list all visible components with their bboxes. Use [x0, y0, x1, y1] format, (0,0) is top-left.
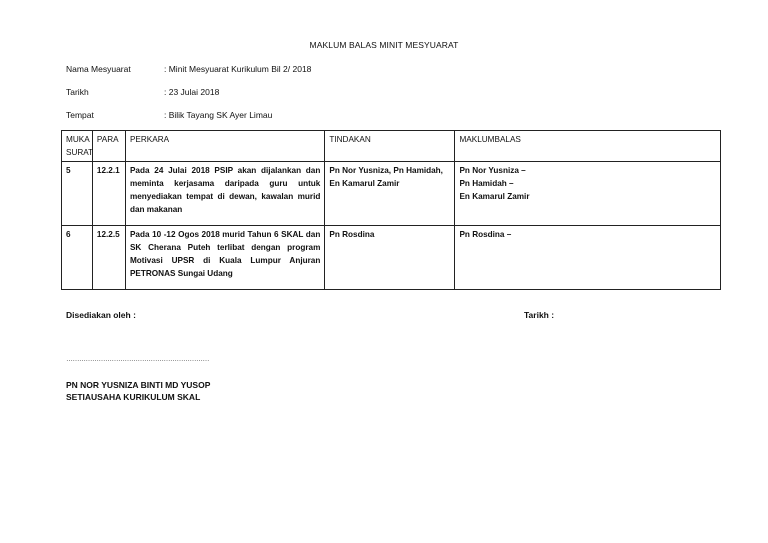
maklumbalas-line: Pn Nor Yusniza – [459, 166, 526, 175]
date-label: Tarikh : [524, 310, 555, 320]
info-value-tarikh: : 23 Julai 2018 [164, 87, 220, 97]
cell-para: 12.2.5 [92, 226, 125, 290]
table-row [62, 162, 721, 226]
cell-tindakan: Pn Rosdina [325, 226, 455, 290]
signatory-position: SETIAUSAHA KURIKULUM SKAL [66, 392, 201, 402]
cell-perkara: Pada 24 Julai 2018 PSIP akan dijalankan dan meminta kerjasama daripada guru untuk menyediakan tempat di dewan, kawalan murid dan makanan [125, 162, 324, 226]
maklumbalas-line: Pn Rosdina – [459, 230, 512, 239]
table-row [62, 226, 721, 290]
minutes-table [61, 130, 721, 290]
signature-line: ………………………………………………………… [66, 356, 209, 363]
info-value-nama-mesyuarat: : Minit Mesyuarat Kurikulum Bil 2/ 2018 [164, 64, 312, 74]
document-title: MAKLUM BALAS MINIT MESYUARAT [309, 40, 459, 50]
table-header-row [62, 131, 721, 162]
header-perkara: PERKARA [125, 131, 324, 162]
cell-tindakan: Pn Nor Yusniza, Pn Hamidah, En Kamarul Zamir [325, 162, 455, 226]
signatory-name: PN NOR YUSNIZA BINTI MD YUSOP [66, 380, 211, 390]
info-value-tempat: : Bilik Tayang SK Ayer Limau [164, 110, 273, 120]
header-muka-surat: MUKA SURAT [62, 131, 93, 162]
cell-muka-surat: 5 [62, 162, 93, 226]
header-maklumbalas: MAKLUMBALAS [455, 131, 721, 162]
cell-perkara: Pada 10 -12 Ogos 2018 murid Tahun 6 SKAL dan SK Cherana Puteh terlibat dengan program Motivasi UPSR di Kuala Lumpur Anjuran PETRONAS Sungai Udang [125, 226, 324, 290]
info-label-tarikh: Tarikh [66, 87, 89, 97]
info-label-nama-mesyuarat: Nama Mesyuarat [66, 64, 131, 74]
cell-maklumbalas [455, 162, 721, 226]
header-tindakan: TINDAKAN [325, 131, 455, 162]
info-label-tempat: Tempat [66, 110, 94, 120]
cell-maklumbalas [455, 226, 721, 290]
cell-muka-surat: 6 [62, 226, 93, 290]
maklumbalas-line: En Kamarul Zamir [459, 192, 530, 201]
maklumbalas-line: Pn Hamidah – [459, 179, 514, 188]
cell-para: 12.2.1 [92, 162, 125, 226]
prepared-by-label: Disediakan oleh : [66, 310, 136, 320]
header-para: PARA [92, 131, 125, 162]
